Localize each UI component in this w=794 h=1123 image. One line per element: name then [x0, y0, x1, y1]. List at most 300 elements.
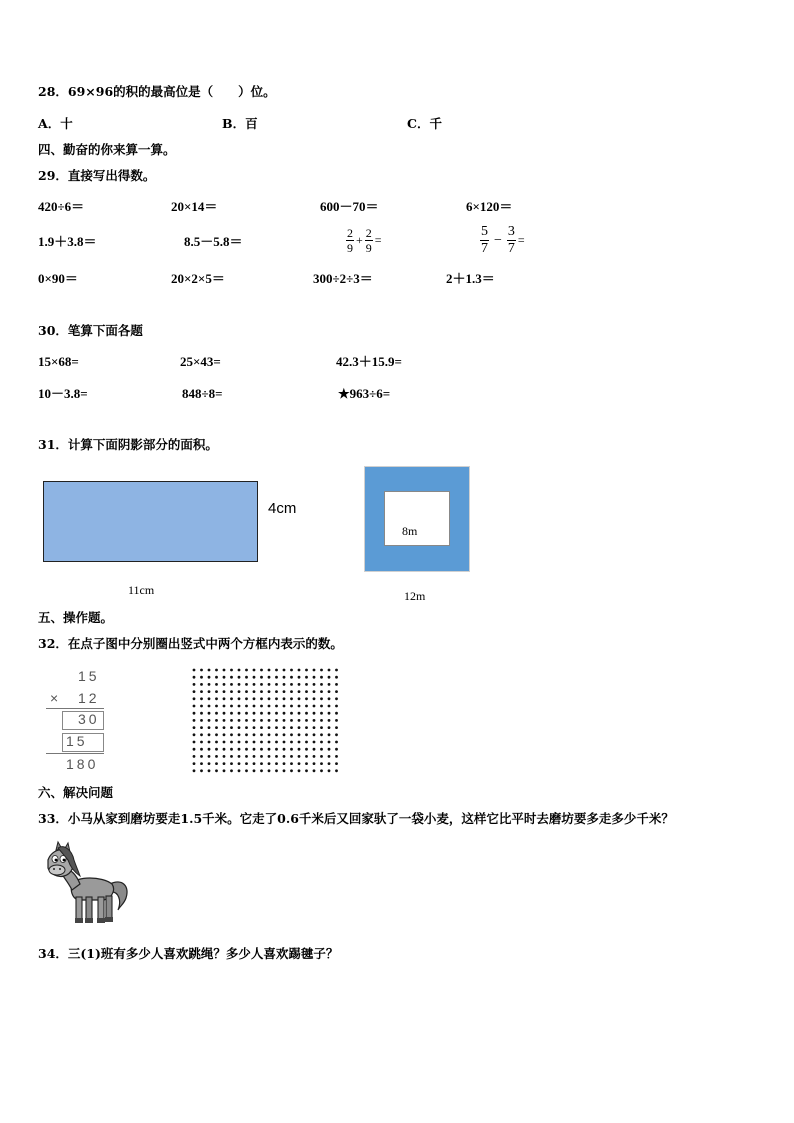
- grid-dot[interactable]: [230, 741, 233, 744]
- grid-dot[interactable]: [313, 726, 316, 729]
- grid-dot[interactable]: [223, 748, 226, 751]
- grid-dot[interactable]: [283, 676, 286, 679]
- grid-dot[interactable]: [208, 683, 211, 686]
- grid-dot[interactable]: [223, 762, 226, 765]
- grid-dot[interactable]: [208, 676, 211, 679]
- grid-dot[interactable]: [193, 697, 196, 700]
- grid-dot[interactable]: [298, 669, 301, 672]
- grid-dot[interactable]: [245, 690, 248, 693]
- grid-dot[interactable]: [313, 733, 316, 736]
- grid-dot[interactable]: [290, 741, 293, 744]
- grid-dot[interactable]: [245, 676, 248, 679]
- grid-dot[interactable]: [230, 676, 233, 679]
- grid-dot[interactable]: [200, 741, 203, 744]
- grid-dot[interactable]: [268, 676, 271, 679]
- grid-dot[interactable]: [238, 748, 241, 751]
- grid-dot[interactable]: [283, 769, 286, 772]
- grid-dot[interactable]: [215, 769, 218, 772]
- grid-dot[interactable]: [215, 755, 218, 758]
- grid-dot[interactable]: [230, 755, 233, 758]
- grid-dot[interactable]: [335, 741, 338, 744]
- grid-dot[interactable]: [245, 726, 248, 729]
- grid-dot[interactable]: [275, 755, 278, 758]
- grid-dot[interactable]: [238, 712, 241, 715]
- grid-dot[interactable]: [335, 690, 338, 693]
- grid-dot[interactable]: [230, 712, 233, 715]
- grid-dot[interactable]: [305, 676, 308, 679]
- grid-dot[interactable]: [335, 762, 338, 765]
- grid-dot[interactable]: [328, 705, 331, 708]
- grid-dot[interactable]: [200, 719, 203, 722]
- grid-dot[interactable]: [230, 705, 233, 708]
- grid-dot[interactable]: [253, 719, 256, 722]
- grid-dot[interactable]: [193, 762, 196, 765]
- grid-dot[interactable]: [238, 697, 241, 700]
- grid-dot[interactable]: [313, 762, 316, 765]
- grid-dot[interactable]: [313, 669, 316, 672]
- grid-dot[interactable]: [253, 762, 256, 765]
- grid-dot[interactable]: [223, 690, 226, 693]
- grid-dot[interactable]: [328, 741, 331, 744]
- grid-dot[interactable]: [193, 726, 196, 729]
- grid-dot[interactable]: [245, 683, 248, 686]
- grid-dot[interactable]: [238, 683, 241, 686]
- grid-dot[interactable]: [230, 697, 233, 700]
- grid-dot[interactable]: [230, 762, 233, 765]
- grid-dot[interactable]: [298, 726, 301, 729]
- grid-dot[interactable]: [283, 762, 286, 765]
- grid-dot[interactable]: [313, 697, 316, 700]
- grid-dot[interactable]: [298, 733, 301, 736]
- grid-dot[interactable]: [298, 676, 301, 679]
- grid-dot[interactable]: [245, 748, 248, 751]
- grid-dot[interactable]: [245, 669, 248, 672]
- grid-dot[interactable]: [223, 669, 226, 672]
- grid-dot[interactable]: [238, 726, 241, 729]
- grid-dot[interactable]: [253, 690, 256, 693]
- grid-dot[interactable]: [313, 719, 316, 722]
- grid-dot[interactable]: [328, 733, 331, 736]
- grid-dot[interactable]: [290, 719, 293, 722]
- grid-dot[interactable]: [283, 726, 286, 729]
- grid-dot[interactable]: [193, 769, 196, 772]
- grid-dot[interactable]: [320, 697, 323, 700]
- grid-dot[interactable]: [320, 762, 323, 765]
- grid-dot[interactable]: [200, 755, 203, 758]
- grid-dot[interactable]: [335, 683, 338, 686]
- grid-dot[interactable]: [260, 748, 263, 751]
- grid-dot[interactable]: [245, 719, 248, 722]
- grid-dot[interactable]: [283, 705, 286, 708]
- grid-dot[interactable]: [215, 733, 218, 736]
- grid-dot[interactable]: [208, 712, 211, 715]
- grid-dot[interactable]: [313, 683, 316, 686]
- grid-dot[interactable]: [200, 697, 203, 700]
- grid-dot[interactable]: [335, 719, 338, 722]
- grid-dot[interactable]: [193, 683, 196, 686]
- grid-dot[interactable]: [253, 669, 256, 672]
- grid-dot[interactable]: [335, 669, 338, 672]
- grid-dot[interactable]: [313, 712, 316, 715]
- grid-dot[interactable]: [268, 683, 271, 686]
- grid-dot[interactable]: [305, 690, 308, 693]
- grid-dot[interactable]: [230, 690, 233, 693]
- grid-dot[interactable]: [260, 733, 263, 736]
- grid-dot[interactable]: [193, 719, 196, 722]
- grid-dot[interactable]: [223, 733, 226, 736]
- grid-dot[interactable]: [275, 769, 278, 772]
- grid-dot[interactable]: [335, 705, 338, 708]
- grid-dot[interactable]: [200, 669, 203, 672]
- grid-dot[interactable]: [223, 712, 226, 715]
- grid-dot[interactable]: [208, 755, 211, 758]
- grid-dot[interactable]: [320, 741, 323, 744]
- grid-dot[interactable]: [298, 769, 301, 772]
- grid-dot[interactable]: [193, 733, 196, 736]
- grid-dot[interactable]: [305, 712, 308, 715]
- grid-dot[interactable]: [253, 712, 256, 715]
- grid-dot[interactable]: [305, 769, 308, 772]
- grid-dot[interactable]: [253, 748, 256, 751]
- grid-dot[interactable]: [268, 719, 271, 722]
- grid-dot[interactable]: [328, 726, 331, 729]
- grid-dot[interactable]: [245, 733, 248, 736]
- grid-dot[interactable]: [283, 748, 286, 751]
- grid-dot[interactable]: [268, 697, 271, 700]
- grid-dot[interactable]: [290, 697, 293, 700]
- grid-dot[interactable]: [260, 741, 263, 744]
- grid-dot[interactable]: [275, 705, 278, 708]
- grid-dot[interactable]: [193, 676, 196, 679]
- grid-dot[interactable]: [305, 669, 308, 672]
- grid-dot[interactable]: [200, 769, 203, 772]
- grid-dot[interactable]: [290, 755, 293, 758]
- grid-dot[interactable]: [260, 762, 263, 765]
- grid-dot[interactable]: [215, 705, 218, 708]
- grid-dot[interactable]: [328, 748, 331, 751]
- grid-dot[interactable]: [335, 726, 338, 729]
- grid-dot[interactable]: [335, 676, 338, 679]
- grid-dot[interactable]: [223, 705, 226, 708]
- grid-dot[interactable]: [283, 712, 286, 715]
- grid-dot[interactable]: [260, 676, 263, 679]
- grid-dot[interactable]: [275, 712, 278, 715]
- grid-dot[interactable]: [200, 726, 203, 729]
- grid-dot[interactable]: [298, 712, 301, 715]
- grid-dot[interactable]: [193, 741, 196, 744]
- grid-dot[interactable]: [298, 697, 301, 700]
- grid-dot[interactable]: [253, 741, 256, 744]
- grid-dot[interactable]: [200, 733, 203, 736]
- grid-dot[interactable]: [253, 769, 256, 772]
- grid-dot[interactable]: [238, 762, 241, 765]
- grid-dot[interactable]: [215, 741, 218, 744]
- grid-dot[interactable]: [305, 755, 308, 758]
- grid-dot[interactable]: [305, 683, 308, 686]
- grid-dot[interactable]: [193, 690, 196, 693]
- grid-dot[interactable]: [208, 762, 211, 765]
- grid-dot[interactable]: [283, 719, 286, 722]
- grid-dot[interactable]: [200, 712, 203, 715]
- grid-dot[interactable]: [335, 769, 338, 772]
- grid-dot[interactable]: [245, 697, 248, 700]
- grid-dot[interactable]: [313, 705, 316, 708]
- grid-dot[interactable]: [275, 719, 278, 722]
- grid-dot[interactable]: [305, 741, 308, 744]
- grid-dot[interactable]: [320, 683, 323, 686]
- grid-dot[interactable]: [245, 762, 248, 765]
- grid-dot[interactable]: [215, 719, 218, 722]
- grid-dot[interactable]: [298, 719, 301, 722]
- grid-dot[interactable]: [290, 748, 293, 751]
- grid-dot[interactable]: [200, 762, 203, 765]
- grid-dot[interactable]: [335, 748, 338, 751]
- grid-dot[interactable]: [283, 683, 286, 686]
- grid-dot[interactable]: [260, 690, 263, 693]
- grid-dot[interactable]: [238, 676, 241, 679]
- grid-dot[interactable]: [305, 705, 308, 708]
- grid-dot[interactable]: [208, 741, 211, 744]
- grid-dot[interactable]: [193, 748, 196, 751]
- grid-dot[interactable]: [335, 712, 338, 715]
- grid-dot[interactable]: [200, 676, 203, 679]
- grid-dot[interactable]: [320, 712, 323, 715]
- grid-dot[interactable]: [328, 690, 331, 693]
- grid-dot[interactable]: [193, 755, 196, 758]
- grid-dot[interactable]: [215, 683, 218, 686]
- grid-dot[interactable]: [245, 769, 248, 772]
- grid-dot[interactable]: [305, 762, 308, 765]
- grid-dot[interactable]: [260, 669, 263, 672]
- grid-dot[interactable]: [320, 755, 323, 758]
- grid-dot[interactable]: [313, 755, 316, 758]
- grid-dot[interactable]: [260, 726, 263, 729]
- grid-dot[interactable]: [305, 726, 308, 729]
- grid-dot[interactable]: [260, 719, 263, 722]
- grid-dot[interactable]: [238, 705, 241, 708]
- grid-dot[interactable]: [260, 683, 263, 686]
- grid-dot[interactable]: [268, 733, 271, 736]
- grid-dot[interactable]: [335, 697, 338, 700]
- grid-dot[interactable]: [320, 690, 323, 693]
- grid-dot[interactable]: [268, 748, 271, 751]
- grid-dot[interactable]: [223, 755, 226, 758]
- grid-dot[interactable]: [208, 733, 211, 736]
- grid-dot[interactable]: [253, 755, 256, 758]
- grid-dot[interactable]: [275, 733, 278, 736]
- grid-dot[interactable]: [238, 669, 241, 672]
- grid-dot[interactable]: [193, 705, 196, 708]
- grid-dot[interactable]: [200, 690, 203, 693]
- grid-dot[interactable]: [208, 669, 211, 672]
- grid-dot[interactable]: [328, 676, 331, 679]
- grid-dot[interactable]: [283, 697, 286, 700]
- grid-dot[interactable]: [290, 669, 293, 672]
- grid-dot[interactable]: [215, 669, 218, 672]
- grid-dot[interactable]: [223, 769, 226, 772]
- grid-dot[interactable]: [215, 697, 218, 700]
- grid-dot[interactable]: [320, 719, 323, 722]
- grid-dot[interactable]: [268, 690, 271, 693]
- grid-dot[interactable]: [328, 755, 331, 758]
- grid-dot[interactable]: [328, 712, 331, 715]
- grid-dot[interactable]: [215, 748, 218, 751]
- grid-dot[interactable]: [290, 726, 293, 729]
- grid-dot[interactable]: [230, 669, 233, 672]
- grid-dot[interactable]: [260, 755, 263, 758]
- grid-dot[interactable]: [215, 676, 218, 679]
- grid-dot[interactable]: [238, 719, 241, 722]
- grid-dot[interactable]: [238, 690, 241, 693]
- grid-dot[interactable]: [275, 697, 278, 700]
- grid-dot[interactable]: [283, 755, 286, 758]
- grid-dot[interactable]: [230, 769, 233, 772]
- grid-dot[interactable]: [290, 712, 293, 715]
- grid-dot[interactable]: [223, 719, 226, 722]
- grid-dot[interactable]: [268, 705, 271, 708]
- grid-dot[interactable]: [268, 741, 271, 744]
- grid-dot[interactable]: [208, 748, 211, 751]
- grid-dot[interactable]: [245, 712, 248, 715]
- grid-dot[interactable]: [313, 769, 316, 772]
- grid-dot[interactable]: [320, 733, 323, 736]
- grid-dot[interactable]: [193, 669, 196, 672]
- grid-dot[interactable]: [245, 755, 248, 758]
- grid-dot[interactable]: [268, 769, 271, 772]
- grid-dot[interactable]: [223, 697, 226, 700]
- grid-dot[interactable]: [260, 712, 263, 715]
- grid-dot[interactable]: [208, 726, 211, 729]
- grid-dot[interactable]: [298, 741, 301, 744]
- grid-dot[interactable]: [320, 705, 323, 708]
- grid-dot[interactable]: [245, 705, 248, 708]
- grid-dot[interactable]: [313, 676, 316, 679]
- grid-dot[interactable]: [298, 705, 301, 708]
- grid-dot[interactable]: [328, 719, 331, 722]
- grid-dot[interactable]: [283, 741, 286, 744]
- grid-dot[interactable]: [253, 733, 256, 736]
- grid-dot[interactable]: [230, 733, 233, 736]
- grid-dot[interactable]: [193, 712, 196, 715]
- grid-dot[interactable]: [275, 690, 278, 693]
- grid-dot[interactable]: [298, 755, 301, 758]
- grid-dot[interactable]: [238, 769, 241, 772]
- grid-dot[interactable]: [215, 690, 218, 693]
- grid-dot[interactable]: [215, 762, 218, 765]
- grid-dot[interactable]: [238, 741, 241, 744]
- grid-dot[interactable]: [305, 719, 308, 722]
- grid-dot[interactable]: [275, 762, 278, 765]
- grid-dot[interactable]: [208, 697, 211, 700]
- grid-dot[interactable]: [215, 726, 218, 729]
- grid-dot[interactable]: [208, 719, 211, 722]
- grid-dot[interactable]: [298, 748, 301, 751]
- grid-dot[interactable]: [335, 755, 338, 758]
- grid-dot[interactable]: [275, 683, 278, 686]
- grid-dot[interactable]: [253, 676, 256, 679]
- grid-dot[interactable]: [200, 683, 203, 686]
- grid-dot[interactable]: [245, 741, 248, 744]
- grid-dot[interactable]: [200, 705, 203, 708]
- grid-dot[interactable]: [305, 748, 308, 751]
- grid-dot[interactable]: [320, 676, 323, 679]
- grid-dot[interactable]: [328, 669, 331, 672]
- grid-dot[interactable]: [230, 683, 233, 686]
- grid-dot[interactable]: [305, 697, 308, 700]
- grid-dot[interactable]: [260, 769, 263, 772]
- dot-grid[interactable]: [190, 666, 342, 776]
- grid-dot[interactable]: [253, 697, 256, 700]
- grid-dot[interactable]: [290, 733, 293, 736]
- grid-dot[interactable]: [268, 712, 271, 715]
- grid-dot[interactable]: [305, 733, 308, 736]
- grid-dot[interactable]: [313, 741, 316, 744]
- grid-dot[interactable]: [320, 748, 323, 751]
- grid-dot[interactable]: [230, 748, 233, 751]
- grid-dot[interactable]: [335, 733, 338, 736]
- grid-dot[interactable]: [328, 769, 331, 772]
- grid-dot[interactable]: [223, 726, 226, 729]
- grid-dot[interactable]: [290, 676, 293, 679]
- grid-dot[interactable]: [313, 690, 316, 693]
- grid-dot[interactable]: [230, 726, 233, 729]
- grid-dot[interactable]: [253, 726, 256, 729]
- grid-dot[interactable]: [275, 669, 278, 672]
- grid-dot[interactable]: [298, 683, 301, 686]
- grid-dot[interactable]: [238, 755, 241, 758]
- grid-dot[interactable]: [208, 690, 211, 693]
- grid-dot[interactable]: [313, 748, 316, 751]
- grid-dot[interactable]: [268, 669, 271, 672]
- grid-dot[interactable]: [290, 705, 293, 708]
- grid-dot[interactable]: [208, 705, 211, 708]
- grid-dot[interactable]: [275, 676, 278, 679]
- grid-dot[interactable]: [268, 755, 271, 758]
- grid-dot[interactable]: [320, 669, 323, 672]
- grid-dot[interactable]: [268, 726, 271, 729]
- grid-dot[interactable]: [320, 769, 323, 772]
- grid-dot[interactable]: [290, 762, 293, 765]
- grid-dot[interactable]: [253, 705, 256, 708]
- grid-dot[interactable]: [275, 748, 278, 751]
- grid-dot[interactable]: [283, 669, 286, 672]
- grid-dot[interactable]: [328, 762, 331, 765]
- grid-dot[interactable]: [328, 683, 331, 686]
- grid-dot[interactable]: [275, 741, 278, 744]
- grid-dot[interactable]: [298, 690, 301, 693]
- grid-dot[interactable]: [208, 769, 211, 772]
- grid-dot[interactable]: [328, 697, 331, 700]
- grid-dot[interactable]: [320, 726, 323, 729]
- grid-dot[interactable]: [298, 762, 301, 765]
- grid-dot[interactable]: [200, 748, 203, 751]
- grid-dot[interactable]: [223, 676, 226, 679]
- grid-dot[interactable]: [253, 683, 256, 686]
- grid-dot[interactable]: [290, 690, 293, 693]
- grid-dot[interactable]: [260, 705, 263, 708]
- grid-dot[interactable]: [230, 719, 233, 722]
- grid-dot[interactable]: [275, 726, 278, 729]
- grid-dot[interactable]: [268, 762, 271, 765]
- grid-dot[interactable]: [223, 741, 226, 744]
- grid-dot[interactable]: [238, 733, 241, 736]
- grid-dot[interactable]: [223, 683, 226, 686]
- grid-dot[interactable]: [215, 712, 218, 715]
- grid-dot[interactable]: [283, 733, 286, 736]
- grid-dot[interactable]: [283, 690, 286, 693]
- grid-dot[interactable]: [290, 683, 293, 686]
- grid-dot[interactable]: [260, 697, 263, 700]
